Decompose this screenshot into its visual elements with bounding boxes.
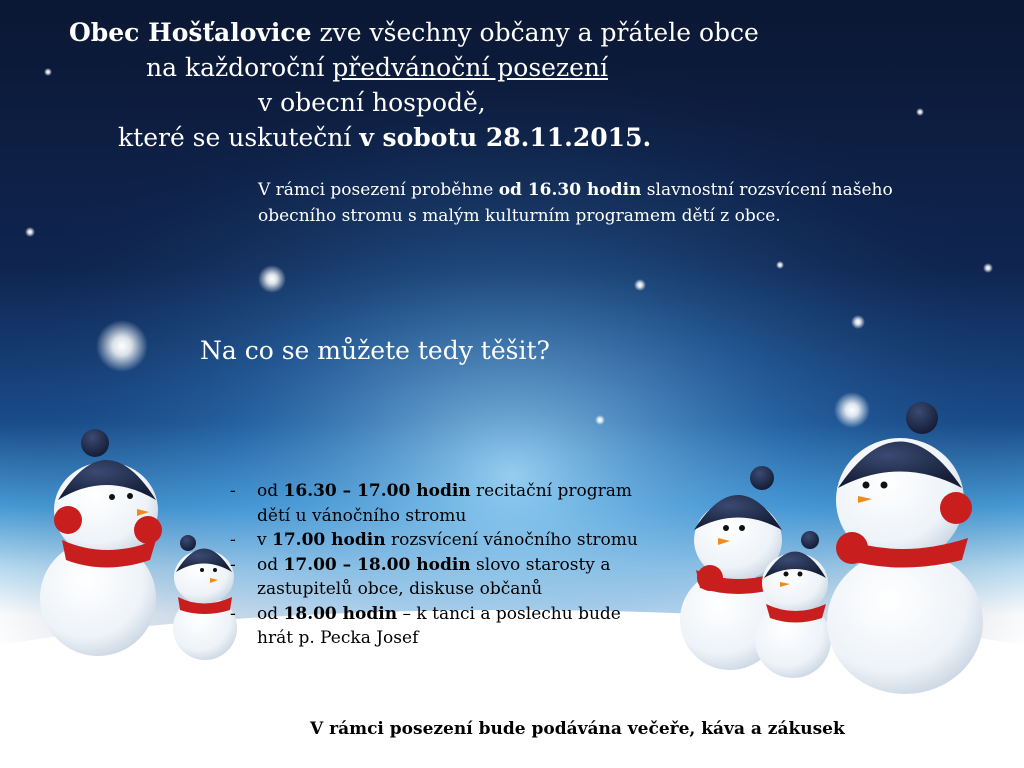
program-item-time: 17.00 – 18.00 hodin	[283, 554, 471, 575]
program-item	[230, 602, 638, 651]
intro-line-1	[258, 177, 893, 203]
list-dash: -	[230, 603, 236, 624]
program-item-text: slovo starosty a	[470, 554, 611, 575]
header-line-1-text: zve všechny občany a přátele obce	[311, 18, 759, 47]
intro-line-1-pre: V rámci posezení proběhne	[258, 180, 499, 200]
program-item	[230, 479, 638, 528]
intro-time: od 16.30 hodin	[498, 180, 642, 200]
program-item-pre: od	[257, 481, 284, 501]
header-line-4	[118, 122, 651, 154]
program-item-text: recitační program	[470, 481, 632, 501]
program-item-pre: od	[257, 603, 284, 624]
program-item-pre: od	[257, 554, 284, 575]
header-line-4-text: které se uskuteční	[118, 123, 360, 152]
program-item	[230, 553, 638, 602]
program-item-continuation: zastupitelů obce, diskuse občanů	[257, 579, 543, 599]
header-line-2	[146, 52, 608, 84]
header-line-3: v obecní hospodě,	[258, 88, 486, 117]
program-item-continuation: dětí u vánočního stromu	[257, 505, 467, 526]
footer-note: V rámci posezení bude podávána večeře, káva a zákusek	[310, 719, 845, 739]
program-item-continuation: hrát p. Pecka Josef	[257, 628, 419, 648]
header-event-name: předvánoční posezení	[332, 53, 609, 82]
program-item-time: 16.30 – 17.00 hodin	[283, 481, 471, 501]
header-date: v sobotu 28.11.2015.	[359, 123, 652, 152]
header-line-2-text: na každoroční	[146, 53, 333, 82]
program-item	[230, 528, 638, 553]
intro-line-1-rest: slavnostní rozsvícení našeho	[641, 180, 893, 200]
list-dash: -	[230, 530, 236, 550]
header-line-1	[69, 17, 759, 49]
question-heading: Na co se můžete tedy těšit?	[200, 336, 550, 365]
list-dash: -	[230, 481, 236, 501]
program-item-text: rozsvícení vánočního stromu	[385, 530, 638, 550]
program-item-time: 17.00 hodin	[272, 530, 386, 550]
header-village-name: Obec Hošťalovice	[69, 18, 312, 47]
program-item-text: – k tanci a poslechu bude	[397, 603, 621, 624]
program-item-time: 18.00 hodin	[283, 603, 398, 624]
program-item-pre: v	[257, 530, 273, 550]
program-list	[230, 479, 638, 651]
list-dash: -	[230, 554, 236, 575]
intro-line-2: obecního stromu s malým kulturním programem dětí z obce.	[258, 206, 781, 226]
